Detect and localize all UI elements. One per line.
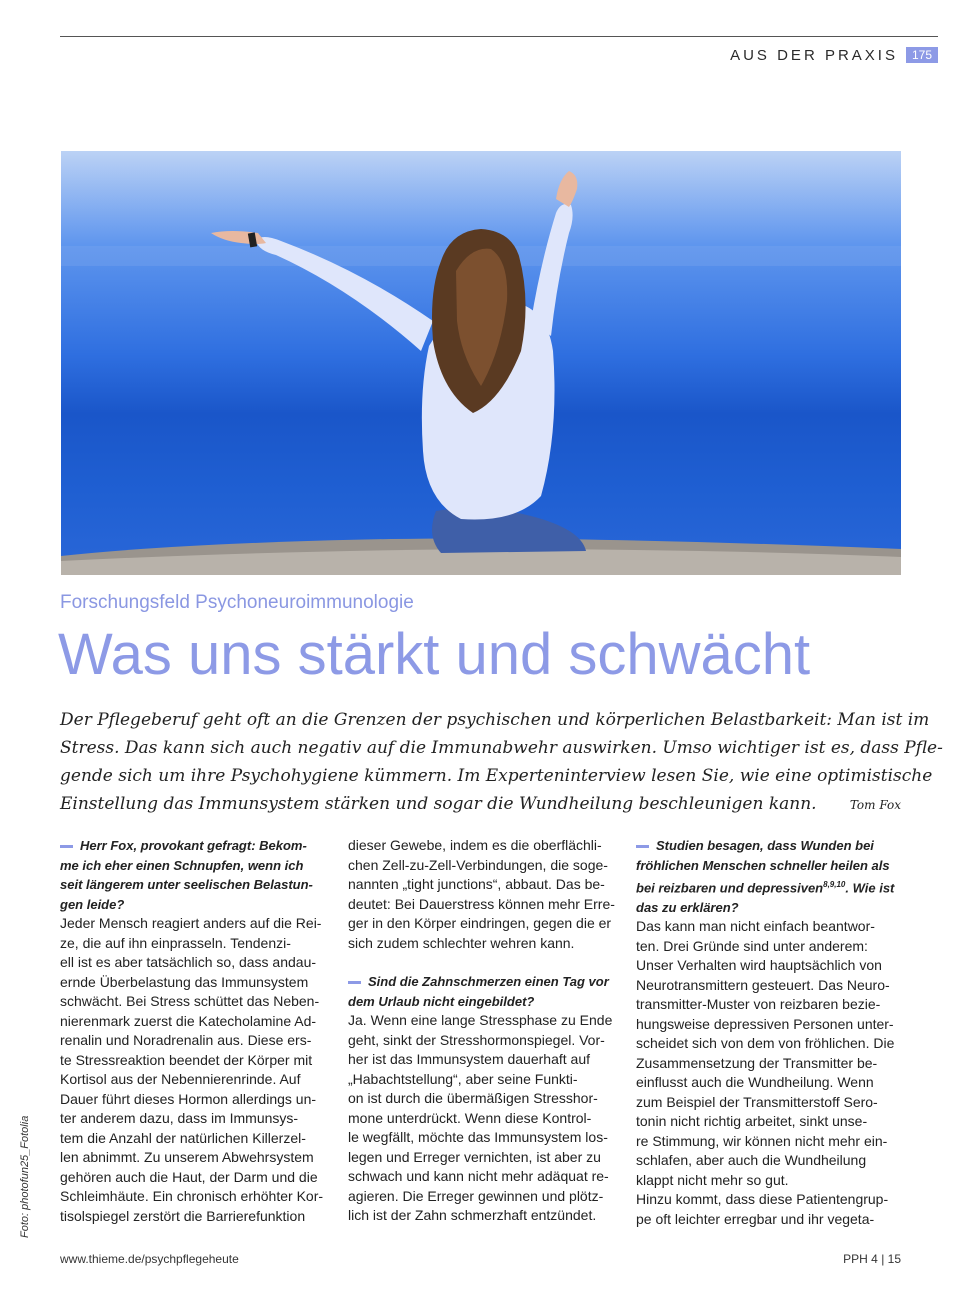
- body-line: Schleimhäute. Ein chronisch erhöhter Kor-: [60, 1188, 324, 1204]
- body-line: on ist durch die übermäßigen Stresshor-: [348, 1090, 598, 1106]
- body-line: len abnimmt. Zu unserem Abwehrsystem: [60, 1149, 314, 1165]
- body-line: Jeder Mensch reagiert anders auf die Rei-: [60, 915, 322, 931]
- section-label: AUS DER PRAXIS: [730, 46, 898, 64]
- body-line: Zusammensetzung der Transmitter be-: [636, 1054, 878, 1071]
- body-line: Dauer führt dieses Hormon allerdings un-: [60, 1090, 317, 1107]
- body-line: zum Beispiel der Transmitterstoff Sero-: [636, 1093, 878, 1110]
- interview-question: Sind die Zahnschmerzen einen Tag vor: [348, 972, 610, 992]
- footer-url[interactable]: www.thieme.de/psychpflegeheute: [60, 1252, 239, 1266]
- article-author: Tom Fox: [849, 798, 901, 812]
- section-header: [730, 46, 938, 64]
- lead-line: gende sich um ihre Psychohygiene kümmern. Im Experteninterview lesen Sie, wie eine optimistische: [60, 766, 933, 786]
- interview-question: bei reizbaren und depressiven$^{8,9,10}$. Wie ist: [636, 880, 895, 896]
- photo-credit: Foto: photofun25_Fotolia: [19, 1115, 31, 1238]
- text-column-3: [636, 836, 898, 1229]
- body-line: Kortisol aus der Nebennierenrinde. Auf: [60, 1071, 301, 1087]
- question-marker: [60, 845, 73, 848]
- top-rule: [60, 36, 938, 37]
- hero-photo: [61, 151, 901, 575]
- body-line: lich ist der Zahn schmerzhaft entzündet.: [348, 1207, 597, 1223]
- lead-line: Der Pflegeberuf geht oft an die Grenzen der psychischen und körperlichen Belastbarkeit: Man ist im: [60, 710, 930, 730]
- body-line: schwach und kann nicht mehr adäquat re-: [348, 1168, 609, 1184]
- question-marker: [348, 981, 361, 984]
- body-line: agieren. Die Erreger gewinnen und plötz-: [348, 1187, 604, 1204]
- body-line: Das kann man nicht einfach beantwor-: [636, 918, 875, 935]
- body-line: ter anderem dazu, dass im Immunsys-: [60, 1110, 299, 1126]
- body-line: klappt nicht mehr so gut.: [636, 1171, 789, 1188]
- body-line: pe oft leichter erregbar und ihr vegeta-: [636, 1210, 875, 1227]
- interview-question: Herr Fox, provokant gefragt: Bekom-: [60, 836, 322, 856]
- page-number-badge: 175: [906, 47, 938, 63]
- hero-illustration: [61, 151, 901, 575]
- body-line: „Habachtstellung“, aber seine Funkti-: [348, 1070, 578, 1087]
- body-line: Ja. Wenn eine lange Stressphase zu Ende: [348, 1012, 613, 1028]
- body-line: ten. Drei Gründe sind unter anderem:: [636, 937, 868, 954]
- body-line: Hinzu kommt, dass diese Patientengrup-: [636, 1191, 889, 1208]
- body-line: dieser Gewebe, indem es die oberflächli-: [348, 837, 602, 853]
- text-column-1: [60, 836, 322, 1226]
- body-line: tisolspiegel zerstört die Barrierefunktion: [60, 1207, 306, 1224]
- article-lead: [60, 706, 943, 818]
- body-line: gehören auch die Haut, der Darm und die: [60, 1168, 318, 1185]
- body-line: transmitter-Muster von reizbaren bezie-: [636, 996, 881, 1013]
- body-line: ernde Überbelastung das Immunsystem: [60, 973, 309, 990]
- footer-issue: PPH 4 | 15: [843, 1252, 901, 1266]
- body-line: le wegfällt, möchte das Immunsystem los-: [348, 1129, 608, 1145]
- body-line: re Stimmung, wir können nicht mehr ein-: [636, 1132, 888, 1149]
- body-line: hungsweise depressiven Personen unter-: [636, 1015, 894, 1032]
- interview-question: seit längerem unter seelischen Belastun-: [60, 877, 313, 892]
- body-line: einflusst auch die Wundheilung. Wenn: [636, 1074, 874, 1091]
- body-line: ger in den Körper eindringen, gegen die er: [348, 915, 612, 931]
- interview-question: das zu erklären?: [636, 899, 739, 915]
- body-line: scheidet sich von dem von fröhlichen. Die: [636, 1035, 895, 1052]
- lead-line: Einstellung das Immunsystem stärken und sogar die Wundheilung beschleunigen kann.: [60, 794, 817, 814]
- body-line: nierenmark zuerst die Katecholamine Ad-: [60, 1012, 317, 1029]
- reference-superscript: 8,9,10: [823, 880, 846, 889]
- paragraph-gap: [348, 953, 610, 972]
- body-line: mone unterdrückt. Wenn diese Kontrol-: [348, 1109, 592, 1126]
- body-line: ze, die auf ihn einprasseln. Tendenzi-: [60, 934, 291, 951]
- body-line: Unser Verhalten wird hauptsächlich von: [636, 957, 882, 974]
- body-line: schwächt. Bei Stress schüttet das Neben-: [60, 993, 320, 1009]
- body-line: nannten „tight junctions“, abbaut. Das be-: [348, 876, 605, 892]
- body-line: renalin und Noradrenalin aus. Diese ers-: [60, 1032, 312, 1048]
- lead-line: Stress. Das kann sich auch negativ auf die Immunabwehr auswirken. Umso wichtiger ist es, dass Pfle-: [60, 738, 943, 758]
- body-line: her ist das Immunsystem dauerhaft auf: [348, 1051, 590, 1067]
- question-marker: [636, 845, 649, 848]
- body-line: ell ist es aber tatsächlich so, dass andau-: [60, 954, 317, 970]
- article-kicker: Forschungsfeld Psychoneuroimmunologie: [60, 592, 414, 613]
- interview-question: gen leide?: [60, 896, 125, 912]
- interview-question: me ich eher einen Schnupfen, wenn ich: [60, 857, 304, 873]
- body-line: chen Zell-zu-Zell-Verbindungen, die soge-: [348, 856, 608, 873]
- body-line: tonin nicht richtig arbeitet, sinkt unse-: [636, 1113, 868, 1130]
- interview-question: Studien besagen, dass Wunden bei: [636, 836, 898, 856]
- interview-question: dem Urlaub nicht eingebildet?: [348, 993, 535, 1009]
- body-line: Neurotransmittern gesteuert. Das Neuro-: [636, 976, 890, 993]
- body-line: te Stressreaktion beendet der Körper mit: [60, 1051, 313, 1068]
- article-title: Was uns stärkt und schwächt: [58, 622, 811, 687]
- body-line: sich zudem schlechter wehren kann.: [348, 934, 575, 951]
- text-column-2: [348, 836, 615, 1226]
- body-line: schlafen, aber auch die Wundheilung: [636, 1152, 867, 1169]
- body-line: deutet: Bei Dauerstress können mehr Erre-: [348, 895, 615, 912]
- interview-question: fröhlichen Menschen schneller heilen als: [636, 857, 890, 873]
- body-line: legen und Erreger vernichten, ist aber zu: [348, 1148, 601, 1165]
- body-line: geht, sinkt der Stresshormonspiegel. Vor-: [348, 1031, 605, 1048]
- body-line: tem die Anzahl der natürlichen Killerzel-: [60, 1129, 306, 1146]
